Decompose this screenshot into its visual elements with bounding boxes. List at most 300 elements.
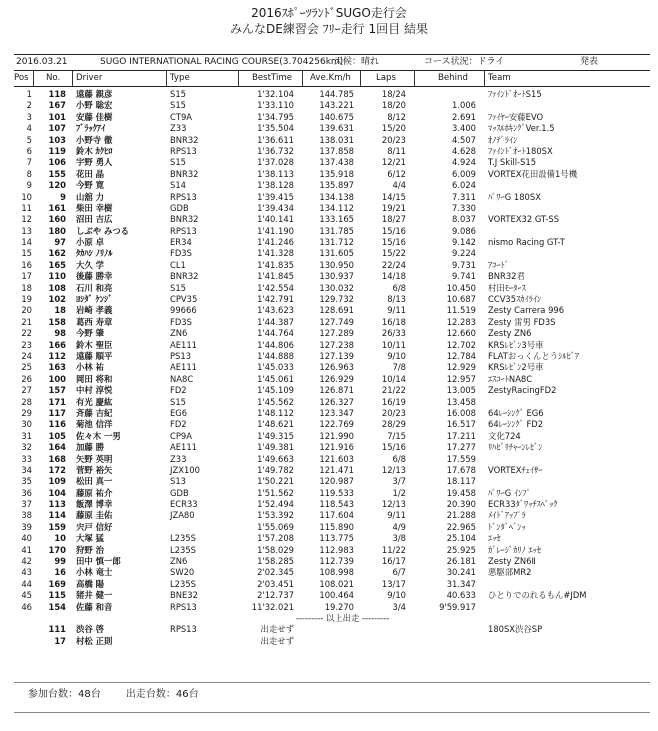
- cell-driver: ﾖｼﾀﾞ ｹﾝｼﾞ: [76, 294, 113, 305]
- cell-car-type: BNE32: [170, 590, 198, 601]
- cell-pos: 5: [26, 134, 32, 145]
- cell-laps: 14/15: [381, 191, 406, 202]
- table-row: [14, 397, 650, 408]
- col-divider: [72, 71, 73, 86]
- cell-laps: 9/10: [387, 350, 406, 361]
- cell-car-type: BNR32: [170, 134, 199, 145]
- cell-average-speed: 121.603: [319, 453, 354, 464]
- cell-laps: 8/12: [387, 111, 406, 122]
- cell-laps: 22/24: [381, 259, 406, 270]
- table-row: [14, 203, 650, 214]
- cell-average-speed: 112.739: [319, 556, 354, 567]
- footer-top-rule: [14, 682, 650, 683]
- cell-best-time: 1'41.246: [257, 237, 294, 248]
- cell-car-number: 98: [54, 328, 66, 339]
- cell-average-speed: 127.238: [319, 339, 354, 350]
- cell-driver: 後藤 勝幸: [76, 271, 113, 282]
- table-row: [14, 317, 650, 328]
- cell-laps: 15/16: [381, 237, 406, 248]
- cell-pos: 4: [26, 123, 32, 134]
- table-row: [14, 476, 650, 487]
- cell-driver: 渋谷 啓: [76, 624, 105, 635]
- cell-average-speed: 121.916: [319, 442, 354, 453]
- cell-team: BNR32君: [488, 271, 525, 282]
- cell-car-type: FD3S: [170, 248, 192, 259]
- cell-average-speed: 130.950: [319, 259, 354, 270]
- course-label: SUGO INTERNATIONAL RACING COURSE(3.704256km): [100, 57, 344, 67]
- cell-behind: 17.678: [446, 464, 476, 475]
- cell-average-speed: 126.871: [319, 385, 354, 396]
- cell-team: ZestyRacingFD2: [488, 385, 557, 396]
- cell-team: ﾌｧｲﾝﾄﾞｵｰﾄS15: [488, 89, 542, 99]
- table-row: [14, 169, 650, 180]
- cell-pos: 26: [21, 373, 32, 384]
- cell-laps: 20/23: [381, 407, 406, 418]
- cell-car-type: EG6: [170, 407, 188, 418]
- cell-team: ｱｺｰﾄﾞ: [488, 259, 509, 270]
- cell-pos: 7: [26, 157, 32, 168]
- cell-best-time: 1'39.434: [257, 202, 294, 213]
- cell-average-speed: 19.270: [324, 601, 354, 612]
- announce-label: 発表: [580, 57, 599, 67]
- cell-laps: 4/9: [392, 521, 406, 532]
- cell-car-type: BNR32: [170, 271, 199, 282]
- cell-driver: 田中 慎一郎: [76, 556, 121, 567]
- cell-best-time: 1'49.381: [257, 442, 294, 453]
- cell-driver: 遠藤 順平: [76, 350, 113, 361]
- cell-team: ｵﾉﾃﾞﾗｲﾝ: [488, 134, 518, 145]
- cell-average-speed: 108.998: [319, 567, 354, 578]
- cell-pos: 38: [21, 510, 32, 521]
- cell-pos: 32: [21, 442, 32, 453]
- cell-car-type: CP9A: [170, 430, 192, 441]
- cell-car-type: RPS13: [170, 601, 197, 612]
- cell-pos: 23: [21, 339, 32, 350]
- cell-laps: 10/11: [381, 339, 406, 350]
- cell-car-number: 108: [48, 282, 66, 293]
- cell-driver: 矢野 英明: [76, 453, 113, 464]
- cell-behind: 19.458: [446, 487, 476, 498]
- cell-car-type: S13: [170, 476, 186, 487]
- cell-team: 180SX渋谷SP: [488, 624, 543, 635]
- cell-average-speed: 121.990: [319, 430, 354, 441]
- cell-pos: 35: [21, 476, 32, 487]
- table-row: [14, 89, 650, 100]
- cell-car-number: 104: [48, 487, 66, 498]
- cell-behind: 9.741: [452, 271, 476, 282]
- table-row: [14, 294, 650, 305]
- cell-best-time: 1'41.845: [257, 271, 294, 282]
- cell-pos: 12: [21, 214, 32, 225]
- cell-pos: 2: [26, 100, 32, 111]
- cell-car-number: 117: [48, 407, 66, 418]
- cell-car-type: JZX100: [170, 464, 200, 475]
- cell-average-speed: 137.858: [319, 145, 354, 156]
- cell-best-time: 1'41.190: [257, 225, 294, 236]
- col-besttime: BestTime: [252, 73, 293, 83]
- starters-count: 出走台数：46台: [125, 689, 199, 700]
- header-bottom-rule: [14, 86, 650, 87]
- cell-car-type: ECR33: [170, 499, 198, 510]
- cell-behind: 20.390: [446, 499, 476, 510]
- cell-car-number: 167: [48, 100, 66, 111]
- cell-behind: 9.142: [452, 237, 476, 248]
- cell-car-type: AE111: [170, 442, 198, 453]
- cell-car-type: SW20: [170, 567, 195, 578]
- cell-best-time: 1'50.221: [257, 476, 294, 487]
- cell-team: ﾌｧｲﾔｰ安藤EVO: [488, 111, 544, 122]
- cell-average-speed: 139.631: [319, 123, 354, 134]
- cell-laps: 15/16: [381, 442, 406, 453]
- cell-driver: ﾀｶﾊｼ ﾉﾘﾉﾙ: [76, 248, 113, 259]
- cell-laps: 9/10: [387, 590, 406, 601]
- cell-driver: 小林 祐: [76, 362, 105, 373]
- table-row: [14, 636, 650, 647]
- cell-driver: 松田 真一: [76, 476, 113, 487]
- cell-pos: 37: [21, 499, 32, 510]
- col-divider: [166, 71, 167, 86]
- cell-average-speed: 140.675: [319, 111, 354, 122]
- cell-team: VORTEX花田設備1号機: [488, 168, 578, 179]
- table-row: [14, 123, 650, 134]
- cell-car-type: L235S: [170, 533, 196, 544]
- cell-car-type: RPS13: [170, 225, 197, 236]
- cell-laps: 15/16: [381, 225, 406, 236]
- weather-label: 天候：晴れ: [334, 57, 380, 67]
- cell-pos: 15: [21, 248, 32, 259]
- cell-behind: 16.517: [446, 419, 476, 430]
- cell-behind: 22.965: [446, 521, 476, 532]
- cell-pos: 16: [21, 259, 32, 270]
- cell-behind: 40.633: [446, 590, 476, 601]
- cell-driver: 村松 正則: [76, 635, 113, 646]
- cell-car-number: 115: [48, 590, 66, 601]
- cell-car-type: 99666: [170, 305, 197, 316]
- cell-team: ﾊﾟﾜｰG 180SX: [488, 191, 541, 202]
- cell-car-number: 109: [48, 476, 66, 487]
- col-laps: Laps: [376, 73, 396, 83]
- footer-bottom-rule: [14, 712, 650, 713]
- cell-driver: 加藤 勝: [76, 442, 105, 453]
- cell-best-time: 1'55.069: [257, 521, 294, 532]
- table-row: [14, 385, 650, 396]
- cell-best-time: 1'49.782: [257, 464, 294, 475]
- table-row: [14, 146, 650, 157]
- cell-behind: 10.687: [446, 294, 476, 305]
- table-row: [14, 624, 650, 635]
- cell-behind: 4.507: [452, 134, 476, 145]
- cell-behind: 12.283: [446, 316, 476, 327]
- cell-car-number: 100: [48, 373, 66, 384]
- separator-text: --------- 以上出走 ---------: [296, 612, 390, 623]
- cell-driver: 狩野 治: [76, 544, 105, 555]
- col-team: Team: [488, 73, 511, 83]
- table-row: [14, 112, 650, 123]
- cell-best-time: 1'37.028: [257, 157, 294, 168]
- cell-best-time: 1'33.110: [257, 100, 294, 111]
- col-pos: Pos: [14, 73, 29, 83]
- cell-laps: 3/4: [392, 601, 406, 612]
- cell-best-time: 1'41.328: [257, 248, 294, 259]
- col-no: No.: [46, 73, 61, 83]
- cell-car-number: 116: [48, 419, 66, 430]
- table-row: [14, 488, 650, 499]
- cell-team: ｴｯｾ: [488, 533, 501, 544]
- cell-average-speed: 131.785: [319, 225, 354, 236]
- cell-best-time: 2'03.451: [257, 578, 294, 589]
- cell-best-time: 1'53.392: [257, 510, 294, 521]
- cell-behind: 1.006: [452, 100, 476, 111]
- cell-car-type: ER34: [170, 237, 192, 248]
- cell-behind: 12.702: [446, 339, 476, 350]
- cell-team: FLATおっくんとうｼﾙﾋﾞｱ: [488, 350, 580, 361]
- cell-best-time: 1'45.562: [257, 396, 294, 407]
- cell-best-time: 1'34.795: [257, 111, 294, 122]
- cell-laps: 11/22: [381, 544, 406, 555]
- cell-car-number: 113: [48, 499, 66, 510]
- cell-driver: 鈴木 ｶｸﾋﾛ: [76, 145, 113, 156]
- cell-car-type: RPS13: [170, 191, 197, 202]
- cell-behind: 17.211: [446, 430, 476, 441]
- col-divider: [302, 71, 303, 86]
- cell-laps: 26/33: [381, 328, 406, 339]
- cell-car-type: FD2: [170, 419, 187, 430]
- cell-team: T.J Skill-S15: [488, 157, 537, 168]
- cell-car-number: 166: [48, 339, 66, 350]
- cell-pos: 34: [21, 464, 32, 475]
- cell-behind: 4.628: [452, 145, 476, 156]
- cell-car-type: S15: [170, 396, 186, 407]
- cell-average-speed: 127.139: [319, 350, 354, 361]
- cell-laps: 21/22: [381, 385, 406, 396]
- col-divider: [484, 71, 485, 86]
- cell-pos: 3: [26, 111, 32, 122]
- cell-behind: 6.009: [452, 168, 476, 179]
- cell-laps: 19/21: [381, 202, 406, 213]
- cell-best-time: 1'35.504: [257, 123, 294, 134]
- table-row: [14, 192, 650, 203]
- cell-car-type: CL1: [170, 259, 186, 270]
- col-behind: Behind: [438, 73, 468, 83]
- table-row: [14, 499, 650, 510]
- cell-laps: 18/24: [381, 89, 406, 99]
- cell-best-time: 1'44.387: [257, 316, 294, 327]
- cell-laps: 16/18: [381, 316, 406, 327]
- cell-team: 村田ﾓｰﾀｰｽ: [488, 282, 526, 293]
- cell-car-type: AE111: [170, 362, 198, 373]
- table-row: [14, 328, 650, 339]
- cell-average-speed: 120.987: [319, 476, 354, 487]
- cell-behind: 13.005: [446, 385, 476, 396]
- cell-pos: 31: [21, 430, 32, 441]
- cell-driver: しぶや みつる: [76, 225, 129, 236]
- cell-average-speed: 134.138: [319, 191, 354, 202]
- cell-best-time: 1'42.791: [257, 294, 294, 305]
- cell-best-time: 1'44.806: [257, 339, 294, 350]
- cell-best-time: 1'38.113: [257, 168, 294, 179]
- col-speed: Ave.Km/h: [310, 73, 351, 83]
- cell-behind: 13.458: [446, 396, 476, 407]
- cell-team: Zesty 雷男 FD3S: [488, 316, 556, 327]
- cell-best-time: 2'12.737: [257, 590, 294, 601]
- table-row: [14, 157, 650, 168]
- cell-pos: 33: [21, 453, 32, 464]
- cell-pos: 39: [21, 521, 32, 532]
- cell-car-number: 180: [48, 225, 66, 236]
- cell-driver: 飯澤 博幸: [76, 499, 113, 510]
- cell-laps: 16/17: [381, 556, 406, 567]
- cell-team: ﾘﾊﾋﾞﾘﾁｬｰﾝﾚﾋﾞﾝ: [488, 442, 543, 453]
- cell-laps: 6/8: [392, 453, 406, 464]
- results-table: [14, 89, 650, 647]
- cell-behind: 9.224: [452, 248, 476, 259]
- cell-pos: 21: [21, 316, 32, 327]
- cell-behind: 17.559: [446, 453, 476, 464]
- cell-driver: 花田 晶: [76, 168, 105, 179]
- cell-laps: 1/2: [392, 487, 406, 498]
- cell-team: VORTEX32 GT-SS: [488, 214, 560, 225]
- table-row: [14, 408, 650, 419]
- cell-best-time: 1'51.562: [257, 487, 294, 498]
- cell-pos: 25: [21, 362, 32, 373]
- cell-car-type: L235S: [170, 578, 196, 589]
- cell-average-speed: 126.929: [319, 373, 354, 384]
- cell-pos: 9: [26, 180, 32, 191]
- cell-laps: 6/8: [392, 282, 406, 293]
- cell-car-number: 169: [48, 578, 66, 589]
- cell-driver: 柴田 幸樹: [76, 202, 113, 213]
- cell-average-speed: 123.347: [319, 407, 354, 418]
- cell-pos: 1: [26, 89, 32, 99]
- cell-team: 64ﾚｰｼﾝｸﾞ EG6: [488, 407, 544, 418]
- table-row: [14, 100, 650, 111]
- cell-best-time: 1'40.141: [257, 214, 294, 225]
- cell-best-time: 1'41.835: [257, 259, 294, 270]
- cell-car-number: 161: [48, 202, 66, 213]
- cell-laps: 7/15: [387, 430, 406, 441]
- cell-pos: 14: [21, 237, 32, 248]
- cell-team: ECR33ﾀﾞﾜｯﾁｽﾍﾟｯｸ: [488, 499, 558, 510]
- cell-car-number: 105: [48, 430, 66, 441]
- cell-driver: 安藤 佳樹: [76, 111, 113, 122]
- date-label: 2016.03.21: [16, 57, 68, 67]
- table-row: [14, 305, 650, 316]
- cell-car-number: 119: [48, 145, 66, 156]
- table-row: [14, 545, 650, 556]
- cell-average-speed: 130.937: [319, 271, 354, 282]
- cell-laps: 9/11: [387, 510, 406, 521]
- table-row: [14, 431, 650, 442]
- cell-car-number: 162: [48, 248, 66, 259]
- cell-behind: 12.929: [446, 362, 476, 373]
- cell-average-speed: 144.785: [319, 89, 354, 99]
- cell-average-speed: 115.890: [319, 521, 354, 532]
- cell-pos: 13: [21, 225, 32, 236]
- cell-best-time: 1'38.128: [257, 180, 294, 191]
- cell-car-number: 158: [48, 316, 66, 327]
- table-row: [14, 465, 650, 476]
- cell-laps: 18/20: [381, 100, 406, 111]
- cell-team: 文化724: [488, 430, 521, 441]
- cell-car-number: 10: [54, 533, 66, 544]
- cell-average-speed: 127.289: [319, 328, 354, 339]
- cell-driver: 宍戸 信好: [76, 521, 113, 532]
- cell-best-time: 1'45.033: [257, 362, 294, 373]
- table-row: [14, 362, 650, 373]
- cell-best-time: 1'57.208: [257, 533, 294, 544]
- cell-behind: 2.691: [452, 111, 476, 122]
- cell-team: ﾊﾟﾜｰG ｲﾝﾌﾟ: [488, 487, 531, 498]
- cell-pos: 45: [21, 590, 32, 601]
- cell-driver: 葛西 寿章: [76, 316, 113, 327]
- cell-car-type: BNR32: [170, 214, 199, 225]
- cell-best-time: 1'44.888: [257, 350, 294, 361]
- table-row: [14, 556, 650, 567]
- table-row: [14, 260, 650, 271]
- cell-best-time: 1'39.415: [257, 191, 294, 202]
- cell-behind: 12.784: [446, 350, 476, 361]
- cell-car-type: BNR32: [170, 168, 199, 179]
- cell-best-time: 2'02.345: [257, 567, 294, 578]
- cell-car-number: 110: [48, 271, 66, 282]
- cell-car-type: FD2: [170, 385, 187, 396]
- cell-car-type: S15: [170, 157, 186, 168]
- column-header: [14, 72, 650, 84]
- table-row: [14, 180, 650, 191]
- cell-average-speed: 138.031: [319, 134, 354, 145]
- header-top-rule: [14, 70, 650, 71]
- cell-car-type: RPS13: [170, 145, 197, 156]
- table-row: [14, 590, 650, 601]
- cell-laps: 15/22: [381, 248, 406, 259]
- cell-laps: 20/23: [381, 134, 406, 145]
- table-row: [14, 214, 650, 225]
- cell-behind: 16.008: [446, 407, 476, 418]
- cell-car-type: RPS13: [170, 624, 197, 635]
- cell-behind: 7.330: [452, 202, 476, 213]
- table-row: [14, 237, 650, 248]
- cell-team: Zesty ZN6Ⅱ: [488, 556, 536, 567]
- cell-driver: 藤原 圭佑: [76, 510, 113, 521]
- cell-car-type: GDB: [170, 202, 189, 213]
- table-row: [14, 579, 650, 590]
- cell-car-number: 112: [48, 350, 66, 361]
- cell-driver: 佐々木 一男: [76, 430, 121, 441]
- cell-laps: 12/13: [381, 464, 406, 475]
- cell-car-number: 17: [54, 635, 66, 646]
- col-divider: [414, 71, 415, 86]
- cell-driver: 中村 淳悦: [76, 385, 113, 396]
- cell-car-number: 155: [48, 168, 66, 179]
- cell-team: Zesty Carrera 996: [488, 305, 565, 316]
- cell-driver: 佐藤 和音: [76, 601, 113, 612]
- cell-best-time: 1'45.061: [257, 373, 294, 384]
- cell-average-speed: 137.438: [319, 157, 354, 168]
- cell-team: Zesty ZN6: [488, 328, 532, 339]
- cell-laps: 15/20: [381, 123, 406, 134]
- cell-driver: 山舘 力: [76, 191, 105, 202]
- cell-car-type: Z33: [170, 123, 187, 134]
- cell-car-number: 114: [48, 510, 66, 521]
- cell-car-type: S15: [170, 282, 186, 293]
- cell-driver: 高橋 陽: [76, 578, 105, 589]
- cell-car-number: 102: [48, 294, 66, 305]
- entries-count: 参加台数：48台: [28, 689, 101, 700]
- cell-car-number: 9: [60, 191, 66, 202]
- cell-laps: 28/29: [381, 419, 406, 430]
- cell-average-speed: 100.464: [319, 590, 354, 601]
- cell-behind: 10.450: [446, 282, 476, 293]
